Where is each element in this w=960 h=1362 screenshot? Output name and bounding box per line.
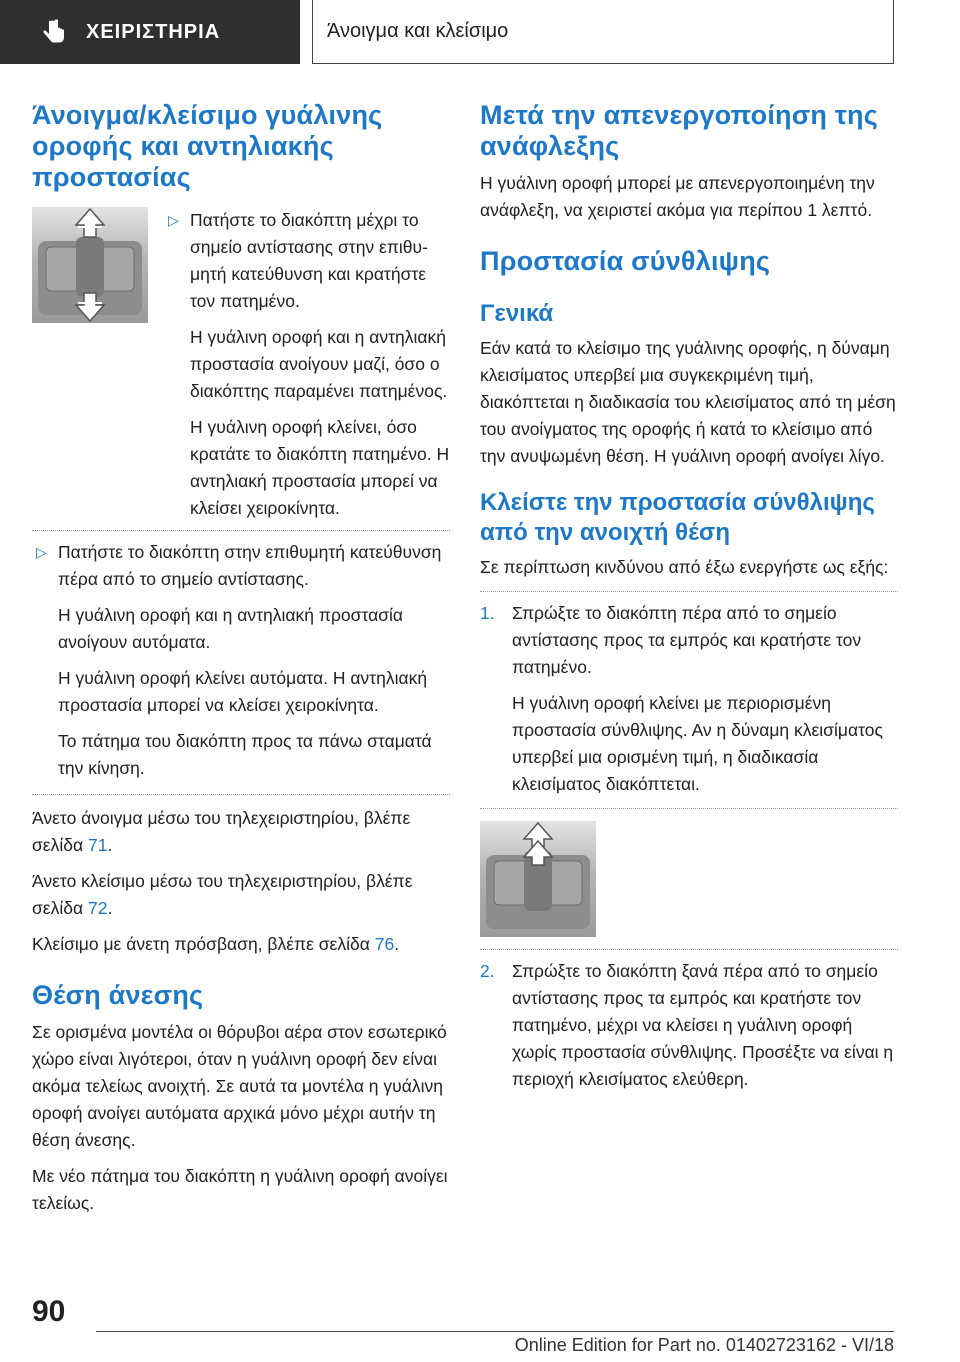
step-text: Η γυάλινη οροφή κλείνει με περιορισμένη προστασία σύνθλιψης. Αν η δύναμη κλεισίματος υπερβεί μια ορισμένη τιμή, η διαδικασία κλεισίματος διακόπτεται. <box>512 693 883 794</box>
step-text: Η γυάλινη οροφή κλείνει αυτόματα. Η αντηλιακή προστασία μπορεί να κλείσει χειροκίνητα. <box>58 668 428 715</box>
step-number: 2. <box>480 961 495 981</box>
step-text: Σπρώξτε το διακόπτη ξανά πέρα από το σημείο αντίστασης προς τα εμπρός και κρατήστε τον πατημένο, μέχρι να κλείσει η γυάλινη οροφή χωρίς προστασία σύνθλιψης. Προσέξτε να είναι η περιοχή κλεισίματος ελεύθερη. <box>512 961 894 1089</box>
section-title-comfort: Θέση άνεσης <box>32 980 204 1010</box>
triangle-icon: ▷ <box>168 212 179 228</box>
roof-switch-photo <box>480 821 596 937</box>
divider <box>480 591 898 592</box>
chapter-label: Άνοιγμα και κλείσιμο <box>327 20 509 42</box>
divider <box>480 808 898 809</box>
page-number: 90 <box>32 1295 66 1328</box>
step-text: Πατήστε το διακόπτη μέχρι το σημείο αντίστασης στην επιθυμητή κατεύθυνση και κρατήστε τον πατημένο. <box>190 210 428 311</box>
divider <box>32 530 450 531</box>
left-column <box>32 100 450 1217</box>
step-block-1 <box>32 207 450 522</box>
right-column <box>480 100 898 1093</box>
subsection-title-override: Κλείστε την προστασία σύνθλιψης από την ανοιχτή θέση <box>480 489 875 546</box>
section-title-after-ignition: Μετά την απενεργοποίηση της ανάφλεξης <box>480 100 878 161</box>
step-text: Σπρώξτε το διακόπτη πέρα από το σημείο αντίστασης προς τα εμπρός και κρατήστε τον πατημένο. <box>512 603 862 677</box>
roof-switch-photo <box>32 207 148 323</box>
chapter-header <box>312 0 894 64</box>
triangle-icon: ▷ <box>36 544 47 560</box>
subsection-title-general: Γενικά <box>480 300 554 327</box>
divider <box>480 949 898 950</box>
page-link-71[interactable]: 71 <box>87 835 108 855</box>
cross-reference: Άνετο άνοιγμα μέσω του τηλεχειριστηρίου, βλέπε σελίδα 71. <box>32 808 411 855</box>
step-item <box>164 207 450 522</box>
paragraph: Με νέο πάτημα του διακόπτη η γυάλινη οροφή ανοίγει τελείως. <box>32 1166 448 1213</box>
section-label: ΧΕΙΡΙΣΤΗΡΙΑ <box>86 20 221 43</box>
section-title-pinch: Προστασία σύνθλιψης <box>480 246 771 276</box>
step-text: Η γυάλινη οροφή και η αντηλιακή προστασία ανοίγουν αυτόματα. <box>58 605 404 652</box>
divider <box>32 794 450 795</box>
paragraph: Σε ορισμένα μοντέλα οι θόρυβοι αέρα στον εσωτερικό χώρο είναι λιγότεροι, όταν η γυάλινη οροφή δεν είναι ακόμα τελείως ανοιχτή. Σε αυτά τα μοντέλα η γυάλινη οροφή ανοίγει αυτόματα αρχικά μόνο μέχρι αυτήν τη θέση άνεσης. <box>32 1022 447 1150</box>
step-item <box>32 539 450 782</box>
footer-rule <box>96 1331 894 1332</box>
section-tab[interactable] <box>0 0 300 64</box>
numbered-step <box>480 958 898 1093</box>
cross-reference: Άνετο κλείσιμο μέσω του τηλεχειριστηρίου, βλέπε σελίδα 72. <box>32 871 413 918</box>
step-text: Πατήστε το διακόπτη στην επιθυμητή κατεύθυνση πέρα από το σημείο αντίστασης. <box>58 542 442 589</box>
step-text: Το πάτημα του διακόπτη προς τα πάνω σταματά την κίνηση. <box>58 731 432 778</box>
page-link-76[interactable]: 76 <box>374 934 395 954</box>
paragraph: Η γυάλινη οροφή μπορεί με απενεργοποιημένη την ανάφλεξη, να χειριστεί ακόμα για περίπου 1 λεπτό. <box>480 173 875 220</box>
section-title-open-close: Άνοιγμα/κλείσιμο γυάλινης οροφής και αντηλιακής προστασίας <box>32 100 383 192</box>
step-number: 1. <box>480 603 495 623</box>
page-link-72[interactable]: 72 <box>87 898 108 918</box>
hand-pointer-icon <box>40 18 68 46</box>
step-text: Η γυάλινη οροφή και η αντηλιακή προστασία ανοίγουν μαζί, όσο ο διακόπτης παραμένει πατημένος. <box>190 327 448 401</box>
paragraph: Εάν κατά το κλείσιμο της γυάλινης οροφής, η δύναμη κλεισίματος υπερβεί μια συγκεκριμένη τιμή, διακόπτεται η διαδικασία του κλεισίματος από τη μέση του ανοίγματος της οροφής ή κατά το κλείσιμο από την ανυψωμένη θέση. Η γυάλινη οροφή ανοίγει λίγο. <box>480 338 896 466</box>
step-text: Η γυάλινη οροφή κλείνει, όσο κρατάτε το διακόπτη πατημένο. Η αντηλιακή προστασία μπορεί να κλείσει χειροκίνητα. <box>190 417 450 518</box>
edition-label: Online Edition for Part no. 01402723162 - VI/18 <box>514 1335 894 1355</box>
paragraph: Σε περίπτωση κινδύνου από έξω ενεργήστε ως εξής: <box>480 557 889 577</box>
cross-reference: Κλείσιμο με άνετη πρόσβαση, βλέπε σελίδα 76. <box>32 934 400 954</box>
numbered-step <box>480 600 898 798</box>
